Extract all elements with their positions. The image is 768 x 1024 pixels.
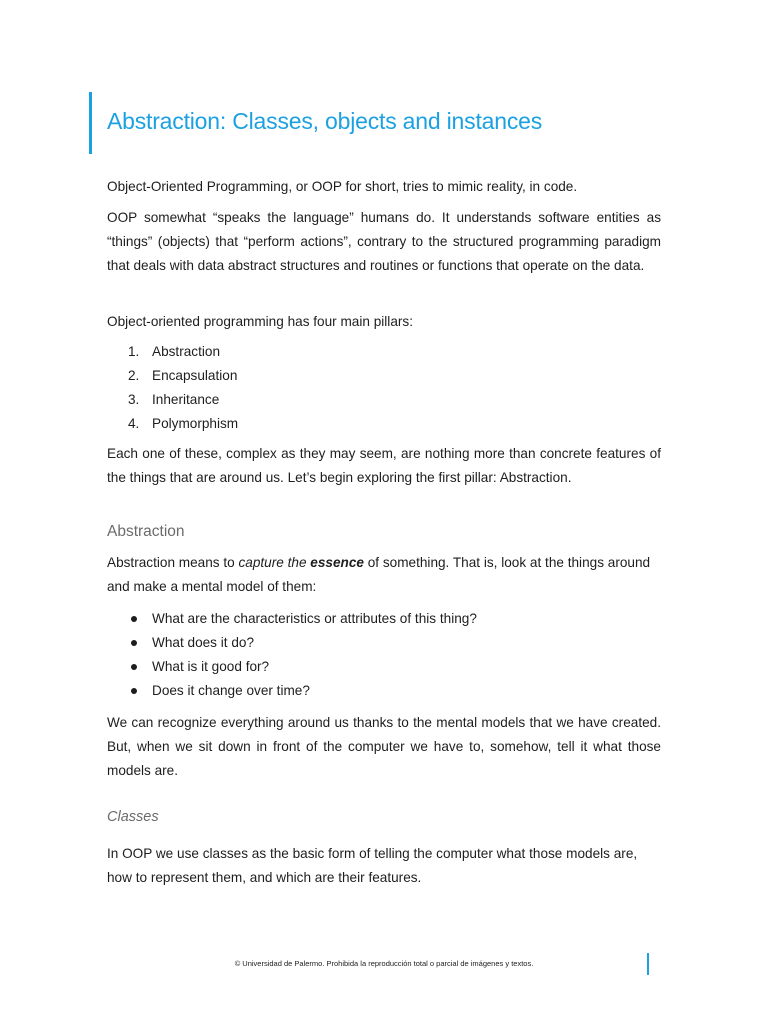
abstraction-para-essence: essence xyxy=(310,555,364,570)
title-accent-bar xyxy=(89,92,92,154)
abstraction-para-emphasis: capture the xyxy=(238,555,311,570)
list-item-label: Polymorphism xyxy=(152,416,239,431)
list-item-label: Inheritance xyxy=(152,392,220,407)
intro-paragraph-2: OOP somewhat “speaks the language” humans do. It understands software entities as “things” (objects) that “perform actions”, contrary to the structured programming paradigm that deals with data abstract structures and routines or functions that operate on the data. xyxy=(107,210,661,273)
abstraction-heading: Abstraction xyxy=(107,523,185,540)
intro-paragraph-1: Object-Oriented Programming, or OOP for short, tries to mimic reality, in code. xyxy=(107,179,578,194)
list-item-label: What is it good for? xyxy=(152,659,270,674)
list-number: 2. xyxy=(128,368,140,383)
list-item xyxy=(107,340,661,364)
intro-paragraph-3: Object-oriented programming has four main pillars: xyxy=(107,314,413,329)
bullet-icon xyxy=(131,688,137,694)
classes-heading: Classes xyxy=(107,809,159,825)
page-title: Abstraction: Classes, objects and instances xyxy=(107,108,543,134)
classes-paragraph: In OOP we use classes as the basic form of telling the computer what those models are, how to represent them, and which are their features. xyxy=(107,846,638,885)
list-item-label: Does it change over time? xyxy=(152,683,310,698)
pillars-list xyxy=(107,340,661,436)
list-item xyxy=(107,364,661,388)
questions-list xyxy=(107,607,661,703)
list-item xyxy=(107,412,661,436)
footer-copyright: © Universidad de Palermo. Prohibida la reproducción total o parcial de imágenes y textos. xyxy=(234,959,534,968)
bullet-icon xyxy=(131,640,137,646)
list-item-label: What does it do? xyxy=(152,635,255,650)
bullet-icon xyxy=(131,664,137,670)
abstraction-para-start: Abstraction means to xyxy=(107,555,239,570)
list-item xyxy=(107,388,661,412)
abstraction-paragraph xyxy=(107,551,661,599)
pillars-followup-paragraph: Each one of these, complex as they may seem, are nothing more than concrete features of the things that are around us. Let’s begin exploring the first pillar: Abstraction. xyxy=(107,446,661,485)
abstraction-para-end: of something. That is, look at the things around and make a mental model of them: xyxy=(107,555,651,594)
list-item xyxy=(107,655,661,679)
list-item-label: What are the characteristics or attributes of this thing? xyxy=(152,611,477,626)
bullet-icon xyxy=(131,616,137,622)
abstraction-closing-paragraph: We can recognize everything around us thanks to the mental models that we have created. But, when we sit down in front of the computer we have to, somehow, tell it what those models are. xyxy=(107,715,661,778)
list-item xyxy=(107,631,661,655)
list-item-label: Encapsulation xyxy=(152,368,238,383)
list-number: 1. xyxy=(128,344,140,359)
list-number: 4. xyxy=(128,416,140,431)
list-item xyxy=(107,679,661,703)
list-item xyxy=(107,607,661,631)
footer-accent-bar xyxy=(647,953,649,975)
list-number: 3. xyxy=(128,392,140,407)
list-item-label: Abstraction xyxy=(152,344,221,359)
